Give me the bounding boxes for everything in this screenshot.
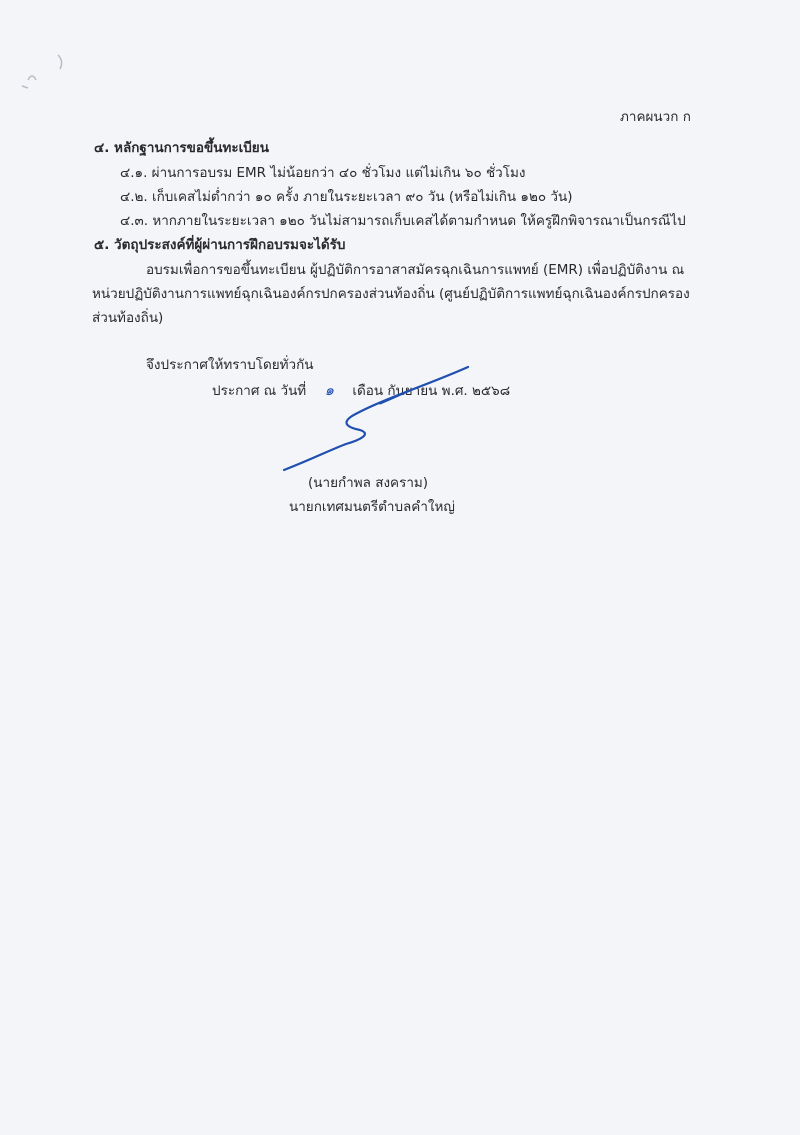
signatory-name: (นายกำพล สงคราม) <box>308 475 429 491</box>
section-4-heading: ๔. หลักฐานการขอขึ้นทะเบียน <box>94 140 269 156</box>
section-4-item-2: ๔.๒. เก็บเคสไม่ต่ำกว่า ๑๐ ครั้ง ภายในระยะเวลา ๙๐ วัน (หรือไม่เกิน ๑๒๐ วัน) <box>120 189 573 205</box>
announcement-text: จึงประกาศให้ทราบโดยทั่วกัน <box>146 357 314 373</box>
date-line <box>212 381 510 400</box>
section-5-line-1: อบรมเพื่อการขอขึ้นทะเบียน ผู้ปฏิบัติการอาสาสมัครฉุกเฉินการแพทย์ (EMR) เพื่อปฏิบัติงาน ณ <box>146 262 685 278</box>
date-suffix: เดือน กันยายน พ.ศ. ๒๕๖๘ <box>352 383 511 399</box>
date-prefix: ประกาศ ณ วันที่ <box>212 383 307 399</box>
section-4-item-3: ๔.๓. หากภายในระยะเวลา ๑๒๐ วันไม่สามารถเก็บเคสได้ตามกำหนด ให้ครูฝึกพิจารณาเป็นกรณีไป <box>120 213 686 229</box>
appendix-label: ภาคผนวก ก <box>620 109 691 125</box>
date-day-handwritten: ๑ <box>324 381 335 399</box>
section-5-line-3: ส่วนท้องถิ่น) <box>92 310 164 326</box>
section-5-heading: ๕. วัตถุประสงค์ที่ผู้ผ่านการฝึกอบรมจะได้รับ <box>94 237 346 253</box>
section-4-item-1: ๔.๑. ผ่านการอบรม EMR ไม่น้อยกว่า ๔๐ ชั่วโมง แต่ไม่เกิน ๖๐ ชั่วโมง <box>120 165 526 181</box>
section-5-line-2: หน่วยปฏิบัติงานการแพทย์ฉุกเฉินองค์กรปกครองส่วนท้องถิ่น (ศูนย์ปฏิบัติการแพทย์ฉุกเฉินองค์กรปกครอง <box>92 286 690 302</box>
signatory-position: นายกเทศมนตรีตำบลคำใหญ่ <box>289 499 455 515</box>
